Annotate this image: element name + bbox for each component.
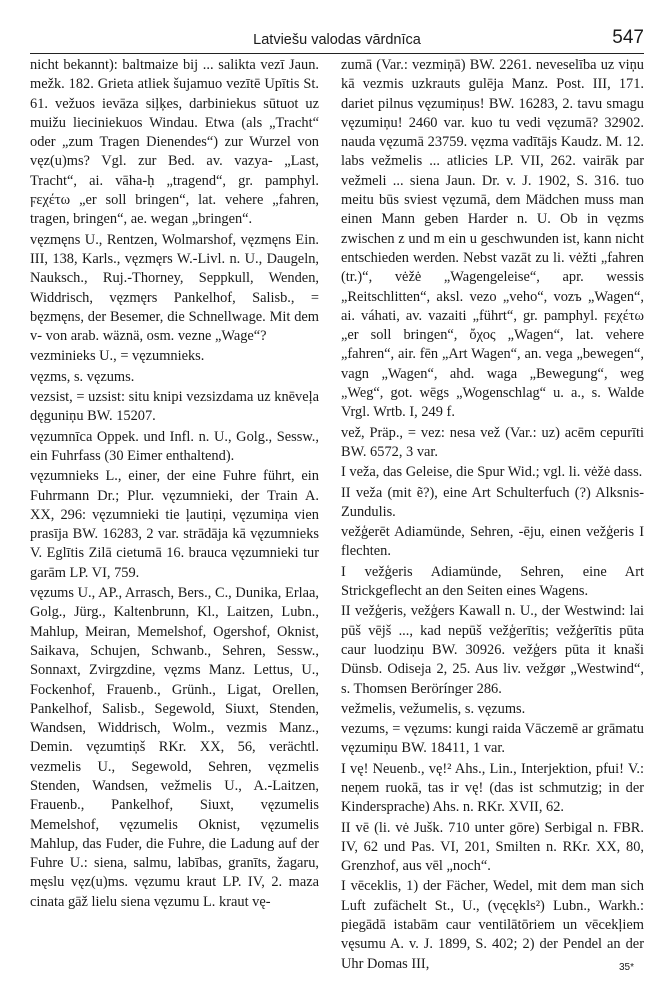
entry-vezums: vęzums U., AP., Arrasch, Bers., C., Dunika, Erlaa, Golg., Jürg., Kaltenbrunn, Kl., Laitzen, Lubn., Mahlup, Meiran, Memelshof, Ogershof, Oknist, Saikava, Schujen, Schwanb., Sehren, Sessw., Sonnaxt, Zvirgzdine, vęzms Manz. Lettus, U., Fockenhof, Frauenb., Grünh., Ligat, Orellen, Pankelhof, Salisb., Segewold, Siuxt, Stenden, Wandsen, Widdrisch, Wolm., vezmis Manz., Demin. vęzumtiņš RKr. XX, 56, verächtl. vezmelis U., Segewold, Sehren, vęzmelis Stenden, Wandsen, vežmelis U., A.-Laitzen, Frauenb., Pankelhof, Siuxt, vęzumelis Memelshof, vęzumelis Oknist, vęzumelis Mahlup, das Fuder, die Fuhre, die Ladung auf der Fuhre U.: siena, salmu, labības, granīts, žagaru, męslu vęz(u)ms. vęzumu kraut LP. IV, 2. maza cinata gāž lielu siena vęzumu L. kraut vę- [30,585,319,910]
entry-veza-1: I veža, das Geleise, die Spur Wid.; vgl. li. vėžė dass. [341,464,643,481]
page-number: 547 [612,27,644,48]
entry-vezums-continuation: zumā (Var.: vezmiņā) BW. 2261. neveselība uz viņu kā vezmis uzkrauts gulēja Manz. Post. III, 171. dariet pilnus vęzumiņus! BW. 16283, 2. tavu smagu vęzumiņu! 2460 var. kuo tu vedi vęzumā? 32902. nauda vęzumā 23759. vęzma vadītājs Kaudz. M. 12. labs vežmelis ... atlicies LP. VII, 262. vairāk par vežmeli ... siena Jaun. Dr. v. J. 1902, S. 316. tuo meitu būs sviest vęzumā, dem Mädchen muss man einen Mann geben Harder n. U. Ob in vęzms zwischen z und m ein u geschwunden ist, kann nicht entschieden werden. Nebst vazāt zu li. vėžti „fahren (tr.)“, vėžė „Wagengeleise“, apr. wessis „Reitschlitten“, aksl. vezo „veho“, vozъ „Wagen“, ai. váhati, av. vazaiti „führt“, gr. pamphyl. ϝεχέτω „er soll bringen“, ὄχος „Wagen“, lat. vehere „fahren“, air. fēn „Art Wagen“, an. vega „bewegen“, vagn „Wagen“, ahd. waga „Bewegung“, weg „Weg“, got. wēgs „Wogenschlag“ u. a., s. Walde Vrgl. Wrtb. I, 249 f. [341,57,644,421]
entry-veza-2: II veža (mit ẽ?), eine Art Schulterfuch (?) Alksnis-Zundulis. [341,484,644,520]
entry-vezgeret: vežģerēt Adiamünde, Sehren, -ēju, einen vežģeris I flechten. [341,524,644,560]
entry-vezms: vęzms, s. vęzums. [30,368,135,385]
page-header [30,16,644,54]
entry-vezmens: vęzmęns U., Rentzen, Wolmarshof, vęzmęns Ein. III, 138, Karls., vęzmęrs W.-Livl. n. U., Daugeln, Nauksch., Ruj.-Thorney, Seppkull, Wenden, Widdrisch, vęzmęrs Pankelhof, Salisb., = bęzmęns, der Besemer, die Schnellwage. Mit dem v- von arab. wäznä, osm. vezne „Wage“? [30,231,319,345]
entry-vezsist: vezsist, = uzsist: situ knipi vezsizdama uz knēveļa dęguniņu BW. 15207. [30,389,319,425]
entry-ve-2: II vē (li. vė Jušk. 710 unter gōre) Serbigal n. FBR. IV, 62 und Pas. VI, 201, Smilten n. RKr. XX, 80, Grenzhof, aus vēl „noch“. [341,819,644,875]
entry-vezumnica: vęzumnīca Oppek. und Infl. n. U., Golg., Sessw., ein Fuhrfass (30 Eimer enthaltend). [30,428,319,464]
left-column [30,56,319,913]
entry-vez: vež, Präp., = vez: nesa vež (Var.: uz) acēm cepurīti BW. 6572, 3 var. [341,424,644,460]
entry-vezgeris-1: I vežģeris Adiamünde, Sehren, eine Art Strickgeflecht an den Seiten eines Wagens. [341,563,644,600]
right-column [341,56,644,975]
entry-vezmelis: vežmelis, vežumelis, s. vęzums. [341,700,526,717]
entry-vezminieks: vezminieks U., = vęzumnieks. [30,348,205,365]
entry-continuation: nicht bekannt): baltmaize bij ... salikta vezī Jaun. mežk. 182. Grieta atliek šujamuo vezītē Upītis St. 61. vežuos ievāza siļķes, darbiniekus sūtuot uz muižu lieciniekuos Windau. Etwa (als „Tracht“ oder „zum Tragen Dienendes“) zur Wurzel von vęz(u)ms? Vgl. zur Bed. av. vazya- „Last, Tracht“, ai. vāha-ḥ „tragend“, gr. pamphyl. ϝεχέτω „er soll bringen“, lat. vehere „fahren, tragen, bringen“, ae. wegan „bringen“. [30,57,319,228]
signature-mark: 35* [618,962,634,973]
entry-ve-1: I vę! Neuenb., vę!² Ahs., Lin., Interjektion, pfui! V.: neņem ruokā, tas ir vę! (das ist schmutzig; in der Kindersprache) Ahs. n. RKr. XVII, 62. [341,760,644,816]
entry-vezumnieks: vęzumnieks L., einer, der eine Fuhre führt, ein Fuhrmann Dr.; Plur. vęzumnieki, der Train A. XX, 296: vęzumnieki tie ļautiņi, vęzumiņa vien prasīja BW. 16283, 2 var. strādāja kā vęzumnieks V. Eglītis Zilā cietumā 16. brauca vęzumnieki tur garām LP. VI, 759. [30,468,319,581]
running-title: Latviešu valodas vārdnīca [253,32,421,48]
entry-vezums-2: vezums, = vęzums: kungi raida Vāczemē ar grāmatu vęzumiņu BW. 18411, 1 var. [341,721,644,757]
entry-veceklis: I vēceklis, 1) der Fächer, Wedel, mit dem man sich Luft zufächelt St., U., (vęcękls²) Lubn., Warkh.: piegādā istabām caur ventilātōriem un vēcekļiem vęsumu A. v. J. 1899, S. 402; 2) der Pendel an der Uhr Domas III, [341,878,644,972]
entry-vezgeris-2: II vežģeris, vežģers Kawall n. U., der Westwind: lai pūš vējš ..., kad nepūš vežģerītis; vežģerītis pūta caur luodziņu BW. 30926. vežģers pūta it knaši Dünsb. Odiseja 2, 25. Aus liv. vežgør „Westwind“, s. Thomsen Berörínger 286. [341,603,644,697]
